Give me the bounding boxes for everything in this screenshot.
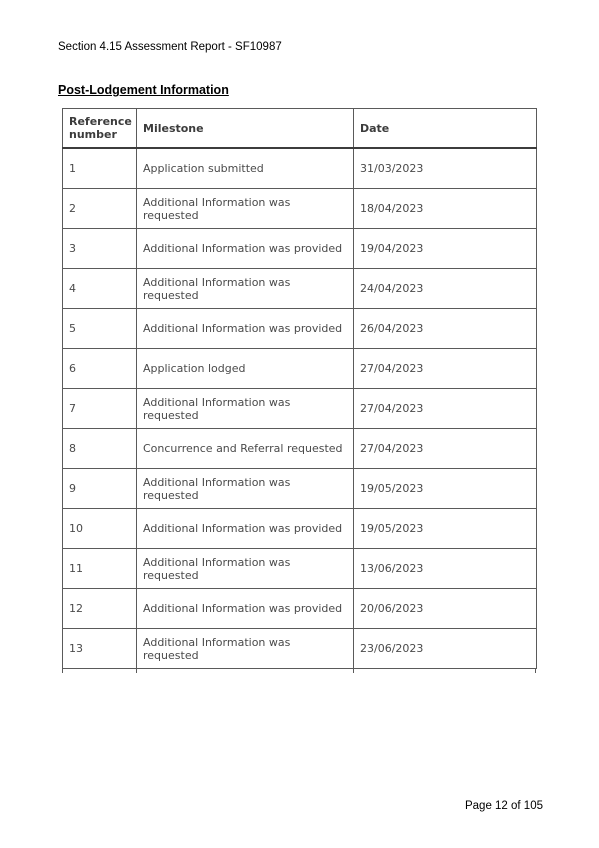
date-cell: 27/04/2023 [354, 349, 537, 389]
reference-cell: 13 [63, 629, 137, 669]
reference-cell: 4 [63, 269, 137, 309]
milestones-table-container [62, 108, 536, 673]
date-cell: 26/04/2023 [354, 309, 537, 349]
reference-cell: 8 [63, 429, 137, 469]
reference-cell: 5 [63, 309, 137, 349]
table-row [63, 189, 537, 229]
table-row [63, 589, 537, 629]
milestone-cell: Additional Information was requested [137, 469, 354, 509]
table-row [63, 429, 537, 469]
reference-cell: 9 [63, 469, 137, 509]
table-row [63, 148, 537, 189]
milestones-table [62, 108, 537, 669]
milestone-cell: Additional Information was requested [137, 189, 354, 229]
milestone-cell: Additional Information was provided [137, 509, 354, 549]
table-row [63, 349, 537, 389]
date-cell: 19/05/2023 [354, 509, 537, 549]
column-header-reference: Reference number [63, 109, 137, 149]
milestone-cell: Additional Information was provided [137, 229, 354, 269]
reference-cell: 3 [63, 229, 137, 269]
table-row [63, 309, 537, 349]
reference-cell: 7 [63, 389, 137, 429]
date-cell: 19/05/2023 [354, 469, 537, 509]
milestone-cell: Additional Information was provided [137, 589, 354, 629]
reference-cell: 6 [63, 349, 137, 389]
date-cell: 27/04/2023 [354, 389, 537, 429]
date-cell: 20/06/2023 [354, 589, 537, 629]
column-header-date: Date [354, 109, 537, 149]
section-heading: Post-Lodgement Information [58, 83, 229, 97]
reference-cell: 2 [63, 189, 137, 229]
reference-cell: 12 [63, 589, 137, 629]
table-row [63, 269, 537, 309]
milestone-cell: Additional Information was requested [137, 629, 354, 669]
table-row [63, 389, 537, 429]
reference-cell: 11 [63, 549, 137, 589]
milestone-cell: Additional Information was requested [137, 549, 354, 589]
date-cell: 18/04/2023 [354, 189, 537, 229]
date-cell: 31/03/2023 [354, 148, 537, 189]
page-header: Section 4.15 Assessment Report - SF10987 [58, 41, 282, 53]
reference-cell: 10 [63, 509, 137, 549]
milestone-cell: Additional Information was requested [137, 269, 354, 309]
page-footer: Page 12 of 105 [464, 800, 543, 812]
reference-cell: 1 [63, 148, 137, 189]
column-header-milestone: Milestone [137, 109, 354, 149]
milestone-cell: Application submitted [137, 148, 354, 189]
table-row [63, 469, 537, 509]
table-row [63, 549, 537, 589]
milestone-cell: Additional Information was provided [137, 309, 354, 349]
table-header-row [63, 109, 537, 149]
date-cell: 27/04/2023 [354, 429, 537, 469]
date-cell: 24/04/2023 [354, 269, 537, 309]
milestone-cell: Concurrence and Referral requested [137, 429, 354, 469]
table-row [63, 629, 537, 669]
milestone-cell: Additional Information was requested [137, 389, 354, 429]
date-cell: 13/06/2023 [354, 549, 537, 589]
date-cell: 19/04/2023 [354, 229, 537, 269]
table-row [63, 229, 537, 269]
milestone-cell: Application lodged [137, 349, 354, 389]
table-continuation [62, 669, 536, 673]
table-row [63, 509, 537, 549]
date-cell: 23/06/2023 [354, 629, 537, 669]
